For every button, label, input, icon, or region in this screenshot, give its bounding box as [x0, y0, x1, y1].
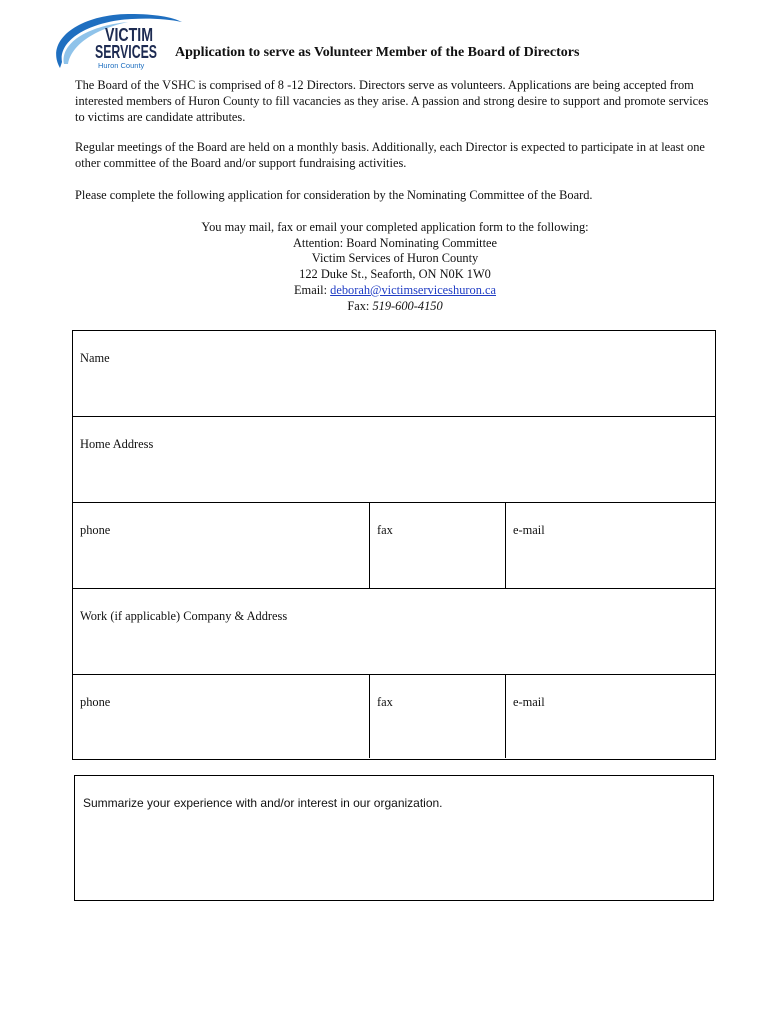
instructions-paragraph: Please complete the following application for consideration by the Nominating Committee of the Board. [75, 188, 593, 202]
contact-attention: Attention: Board Nominating Committee [292, 235, 498, 250]
work-address-label: Work (if applicable) Company & Address [80, 609, 288, 623]
home-phone-cell[interactable] [73, 503, 369, 588]
work-phone-label: phone [80, 695, 111, 709]
work-contact-row [73, 675, 715, 758]
home-phone-label: phone [80, 523, 111, 537]
home-email-field[interactable] [510, 552, 711, 584]
work-address-row [73, 589, 715, 675]
work-phone-field[interactable] [77, 722, 365, 754]
work-address-field[interactable] [77, 638, 711, 670]
contact-fax-line [75, 299, 715, 315]
summary-box [74, 775, 714, 901]
application-form [72, 330, 716, 760]
home-address-row [73, 417, 715, 503]
home-address-field[interactable] [77, 466, 711, 498]
logo-line-2: SERVICES [95, 42, 157, 62]
contact-org: Victim Services of Huron County [311, 251, 479, 266]
email-link[interactable]: deborah@victimserviceshuron.ca [330, 282, 497, 297]
name-cell[interactable] [73, 331, 715, 416]
work-fax-cell[interactable] [369, 675, 505, 758]
logo-line-1: VICTIM [105, 25, 153, 45]
home-fax-cell[interactable] [369, 503, 505, 588]
home-address-label: Home Address [80, 437, 154, 451]
home-address-cell[interactable] [73, 417, 715, 502]
work-fax-field[interactable] [374, 722, 501, 754]
home-email-cell[interactable] [505, 503, 715, 588]
contact-address: 122 Duke St., Seaforth, ON N0K 1W0 [299, 267, 491, 282]
summary-field[interactable] [81, 818, 707, 894]
summary-label: Summarize your experience with and/or interest in our organization. [83, 796, 443, 810]
home-phone-field[interactable] [77, 552, 365, 584]
email-label: Email: [293, 282, 331, 297]
contact-intro: You may mail, fax or email your completed application form to the following: [201, 220, 589, 234]
home-contact-row [73, 503, 715, 589]
page-title: Application to serve as Volunteer Member of the Board of Directors [175, 45, 580, 60]
name-row [73, 331, 715, 417]
victim-services-logo [50, 10, 185, 72]
contact-block [75, 220, 715, 314]
work-email-label: e-mail [513, 695, 545, 709]
work-phone-cell[interactable] [73, 675, 369, 758]
name-field[interactable] [77, 380, 711, 412]
fax-number: 519-600-4150 [372, 298, 443, 313]
fax-label: Fax: [347, 298, 373, 313]
home-fax-field[interactable] [374, 552, 501, 584]
work-email-cell[interactable] [505, 675, 715, 758]
work-fax-label: fax [377, 695, 393, 709]
contact-email-line [75, 283, 715, 299]
name-label: Name [80, 351, 110, 365]
logo-subtitle: Huron County [98, 61, 145, 70]
home-fax-label: fax [377, 523, 393, 537]
home-email-label: e-mail [513, 523, 545, 537]
meetings-paragraph: Regular meetings of the Board are held on a monthly basis. Additionally, each Director is expected to participate in at least one other committee of the Board and/or support fundraising activities. [75, 140, 705, 170]
work-address-cell[interactable] [73, 589, 715, 674]
work-email-field[interactable] [510, 722, 711, 754]
intro-paragraph: The Board of the VSHC is comprised of 8 -12 Directors. Directors serve as volunteers. Applications are being accepted from interested members of Huron County to fill vacancies as they arise. A passion and strong desire to support and promote services to victims are candidate attributes. [75, 78, 709, 124]
